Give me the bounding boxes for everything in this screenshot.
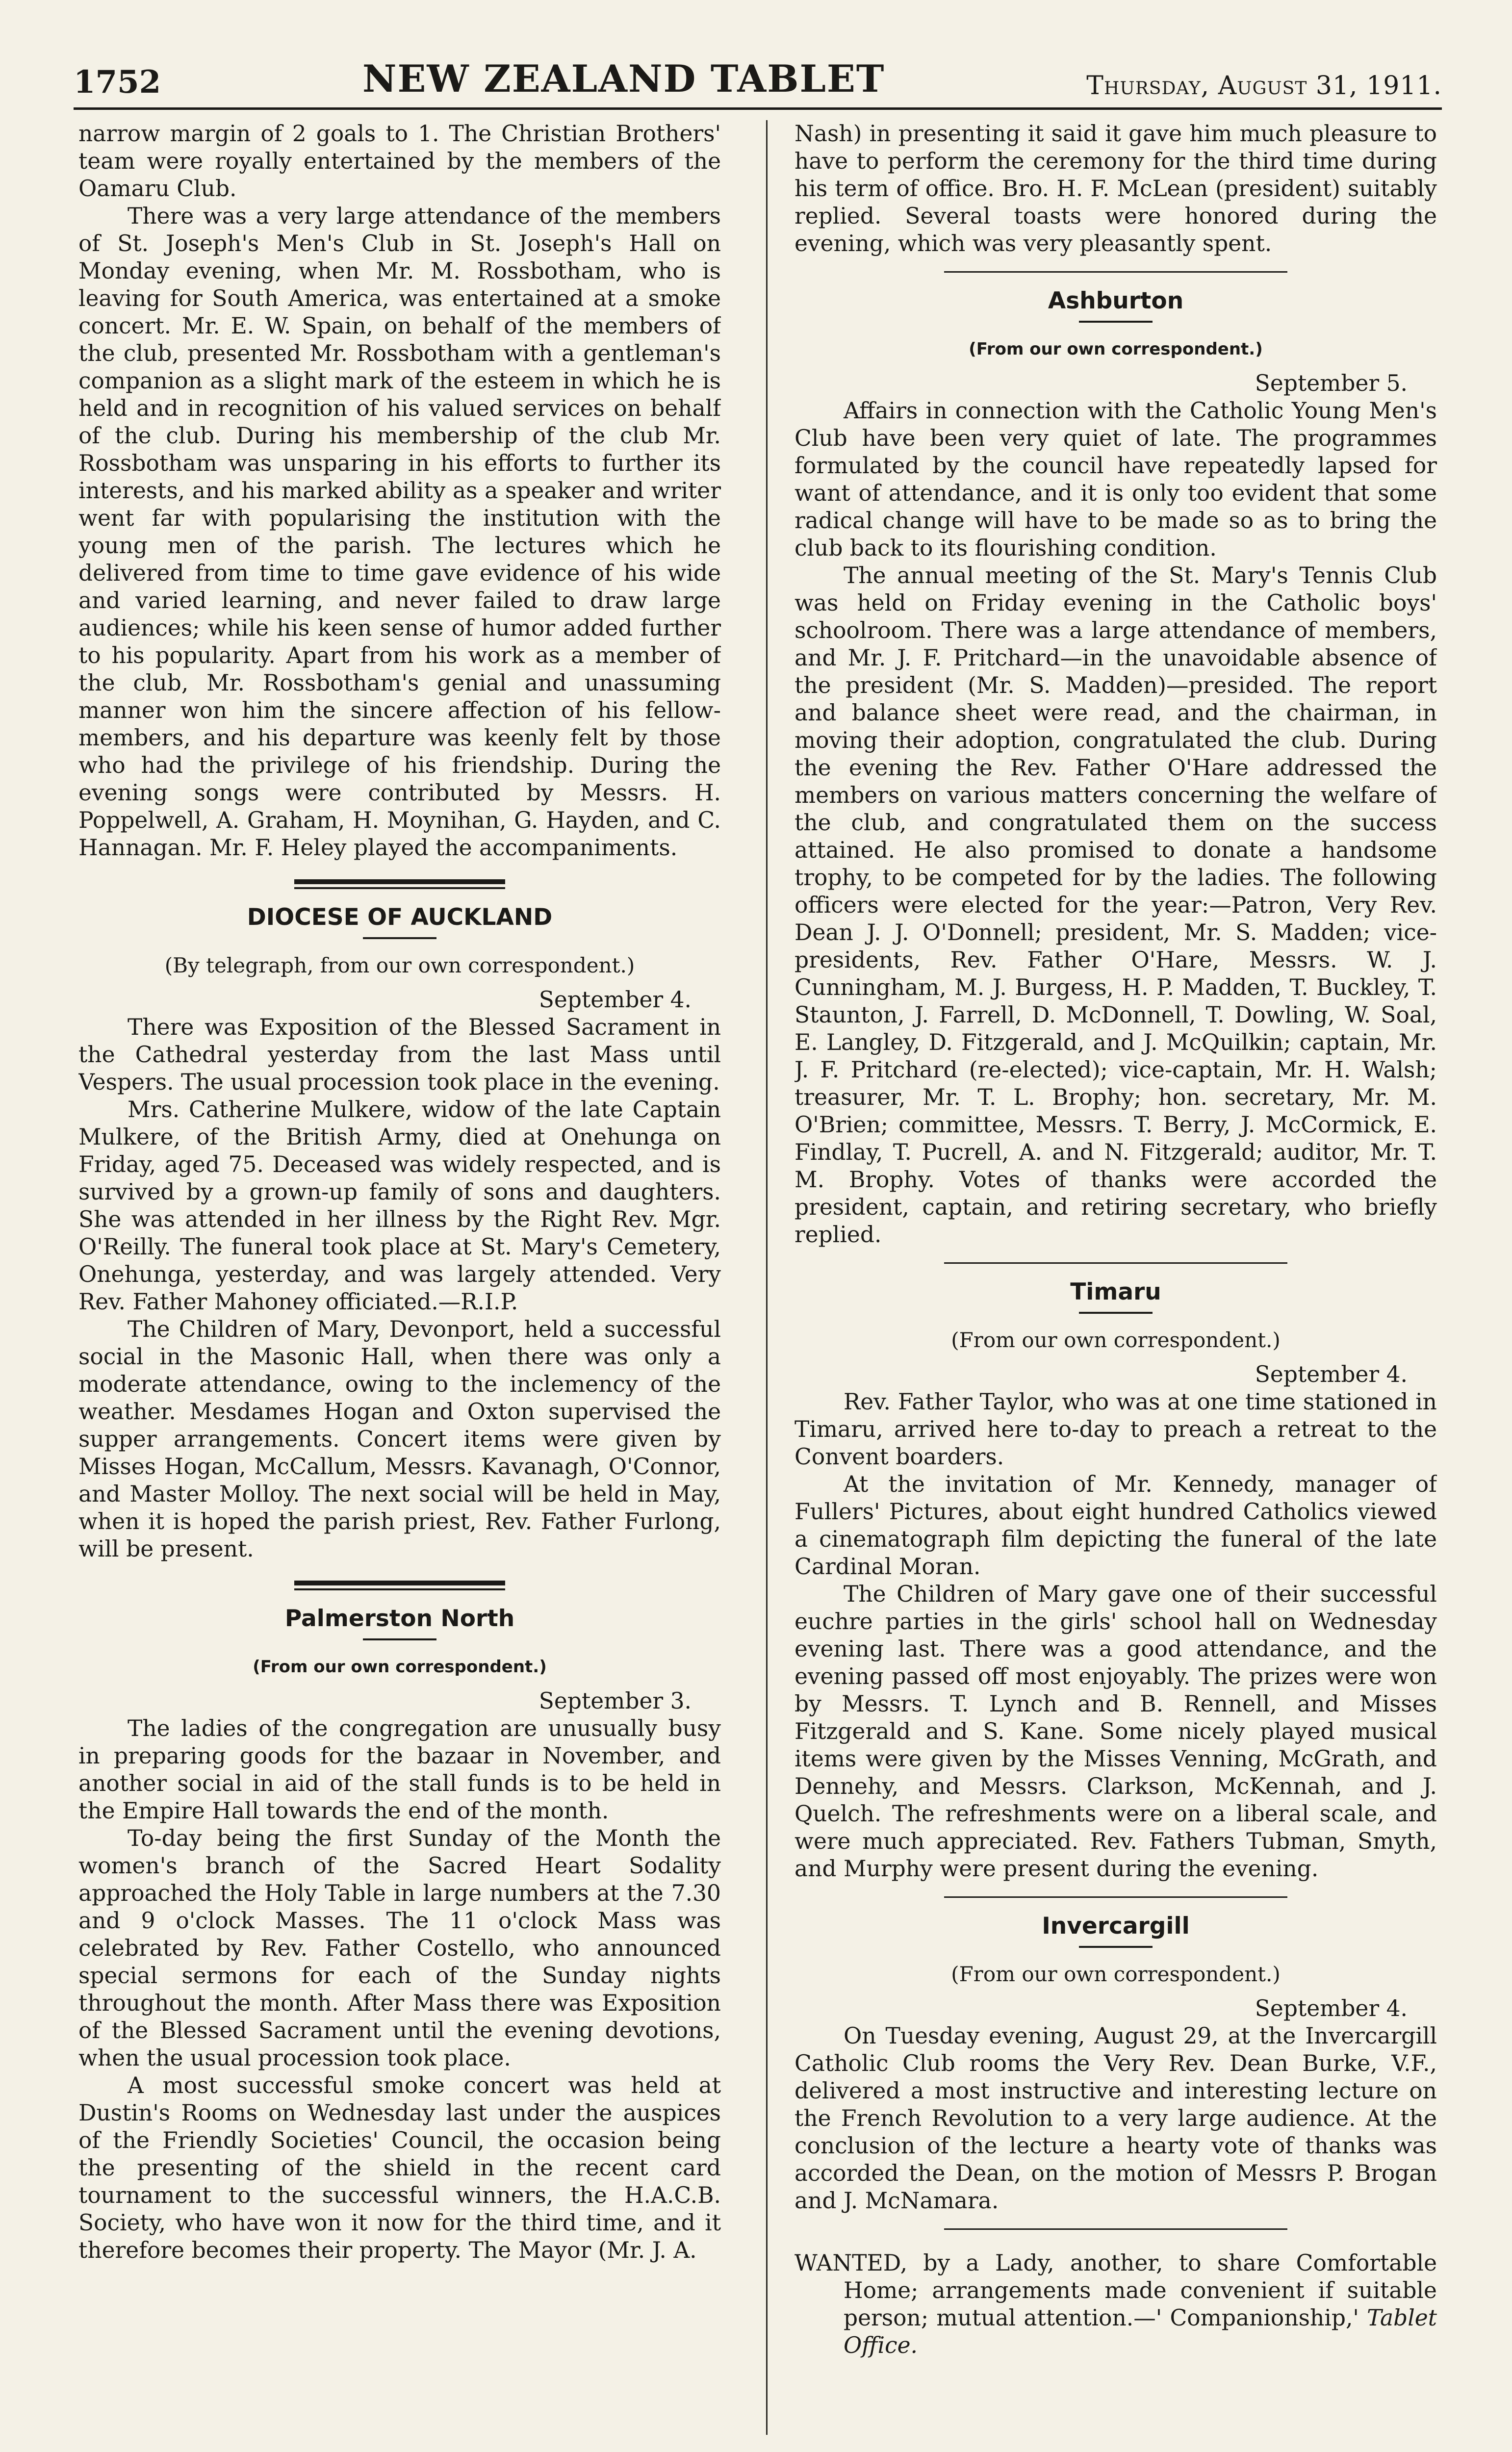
dateline: September 5. [1255, 370, 1408, 396]
section-title-auckland: DIOCESE OF AUCKLAND [247, 904, 553, 931]
title-underline [363, 1638, 436, 1640]
section-divider [294, 879, 505, 889]
section-title-invercargill: Invercargill [1042, 1913, 1190, 1940]
article-paragraph: There was a very large attendance of the members of St. Joseph's Men's Club in St. Joseph's Hall on Monday evening, when Mr. M. Rossbotham, who is leaving for South America, was entertained at a smoke concert. Mr. E. W. Spain, on behalf of the members of the club, presented Mr. Rossbotham with a gentleman's companion as a slight mark of the esteem in which he is held and in recognition of his valued services on behalf of the club. During his membership of the club Mr. Rossbotham was unsparing in his efforts to further its interests, and his marked ability as a speaker and writer went far with popularising the institution with the young men of the parish. The lectures which he delivered from time to time gave evidence of his wide and varied learning, and never failed to draw large audiences; while his keen sense of humor added further to his popularity. Apart from his work as a member of the club, Mr. Rossbotham's genial and unassuming manner won him the sincere affection of his fellow-members, and his departure was keenly felt by those who had the privilege of his friendship. During the evening songs were contributed by Messrs. H. Poppelwell, A. Graham, H. Moynihan, G. Hayden, and C. Hannagan. Mr. F. Heley played the accompaniments. [78, 203, 721, 861]
article-paragraph: The Children of Mary gave one of their successful euchre parties in the girls' school hall on Wednesday evening last. There was a good attendance, and the evening passed off most enjoyably. The prizes were won by Messrs. T. Lynch and B. Rennell, and Misses Fitzgerald and S. Kane. Some nicely played musical items were given by the Misses Venning, McGrath, and Dennehy, and Messrs. Clarkson, McKennah, and J. Quelch. The refreshments were on a liberal scale, and were much appreciated. Rev. Fathers Tubman, Smyth, and Murphy were present during the evening. [794, 1581, 1437, 1882]
issue-date: Thursday, August 31, 1911. [1086, 71, 1442, 101]
title-underline [1079, 1946, 1153, 1948]
correspondent-line: (By telegraph, from our own correspondent.) [164, 953, 635, 977]
article-paragraph: There was Exposition of the Blessed Sacrament in the Cathedral yesterday from the last Mass until Vespers. The usual procession took place in the evening. [78, 1014, 721, 1095]
section-divider [944, 271, 1287, 273]
page-number: 1752 [74, 64, 161, 101]
section-title-timaru: Timaru [1070, 1278, 1161, 1305]
article-paragraph: To-day being the first Sunday of the Month the women's branch of the Sacred Heart Sodality approached the Holy Table in large numbers at the 7.30 and 9 o'clock Masses. The 11 o'clock Mass was celebrated by Rev. Father Costello, who announced special sermons for each of the Sunday nights throughout the month. After Mass there was Exposition of the Blessed Sacrament until the evening devotions, when the usual procession took place. [78, 1825, 721, 2071]
article-paragraph: Affairs in connection with the Catholic Young Men's Club have been very quiet of late. The programmes formulated by the council have repeatedly lapsed for want of attendance, and it is only too evident that some radical change will have to be made so as to bring the club back to its flourishing condition. [794, 398, 1437, 561]
title-underline [1079, 321, 1153, 323]
dateline: September 3. [538, 1688, 692, 1714]
newspaper-title: NEW ZEALAND TABLET [362, 57, 885, 101]
article-paragraph: On Tuesday evening, August 29, at the Invercargill Catholic Club rooms the Very Rev. Dean Burke, V.F., delivered a most instructive and interesting lecture on the French Revolution to a very large audience. At the conclusion of the lecture a hearty vote of thanks was accorded the Dean, on the motion of Messrs P. Brogan and J. McNamara. [794, 2023, 1437, 2214]
dateline: September 4. [1255, 1995, 1408, 2021]
section-divider [944, 1896, 1287, 1898]
article-paragraph: The ladies of the congregation are unusually busy in preparing goods for the bazaar in November, and another social in aid of the stall funds is to be held in the Empire Hall towards the end of the month. [78, 1715, 721, 1824]
column-divider [766, 120, 768, 2435]
right-column [794, 120, 1437, 2435]
correspondent-line: (From our own correspondent.) [969, 339, 1263, 359]
article-paragraph: At the invitation of Mr. Kennedy, manager of Fullers' Pictures, about eight hundred Catholics viewed a cinematograph film depicting the funeral of the late Cardinal Moran. [794, 1471, 1437, 1580]
title-underline [1079, 1312, 1153, 1314]
article-paragraph: The Children of Mary, Devonport, held a successful social in the Masonic Hall, when there was only a moderate attendance, owing to the inclemency of the weather. Mesdames Hogan and Oxton supervised the supper arrangements. Concert items were given by Misses Hogan, McCallum, Messrs. Kavanagh, O'Connor, and Master Molloy. The next social will be held in May, when it is hoped the parish priest, Rev. Father Furlong, will be present. [78, 1316, 721, 1562]
correspondent-line: (From our own correspondent.) [951, 1328, 1281, 1352]
article-paragraph: The annual meeting of the St. Mary's Tennis Club was held on Friday evening in the Catholic boys' schoolroom. There was a large attendance of members, and Mr. J. F. Pritchard—in the unavoidable absence of the president (Mr. S. Madden)—presided. The report and balance sheet were read, and the chairman, in moving their adoption, congratulated the club. During the evening the Rev. Father O'Hare addressed the members on various matters concerning the welfare of the club, and congratulated them on the success attained. He also promised to donate a handsome trophy, to be competed for by the ladies. The following officers were elected for the year:—Patron, Very Rev. Dean J. J. O'Donnell; president, Mr. S. Madden; vice-presidents, Rev. Father O'Hare, Messrs. W. J. Cunningham, M. J. Burgess, H. P. Madden, T. Buckley, T. Staunton, J. Farrell, D. McDonnell, T. Dowling, W. Soal, E. Langley, D. Fitzgerald, and J. McQuilkin; captain, Mr. J. F. Pritchard (re-elected); vice-captain, Mr. H. Walsh; treasurer, Mr. T. L. Brophy; hon. secretary, Mr. M. O'Brien; committee, Messrs. T. Berry, J. McCormick, E. Findlay, T. Pucrell, A. and N. Fitzgerald; auditor, Mr. T. M. Brophy. Votes of thanks were accorded the president, captain, and retiring secretary, who briefly replied. [794, 562, 1437, 1248]
classified-ad [794, 2249, 1437, 2359]
section-title-ashburton: Ashburton [1048, 287, 1184, 314]
article-paragraph: narrow margin of 2 goals to 1. The Christian Brothers' team were royally entertained by the members of the Oamaru Club. [78, 121, 721, 202]
article-paragraph: Nash) in presenting it said it gave him much pleasure to have to perform the ceremony for the third time during his term of office. Bro. H. F. McLean (president) suitably replied. Several toasts were honored during the evening, which was very pleasantly spent. [794, 121, 1437, 256]
masthead [74, 47, 1442, 110]
section-divider [944, 2228, 1287, 2230]
left-column [78, 120, 721, 2435]
newspaper-page [74, 47, 1447, 2440]
classified-ad-text: WANTED, by a Lady, another, to share Comfortable Home; arrangements made convenient if suitable person; mutual attention.—' Companionship,' [794, 2250, 1437, 2331]
section-title-palmerston-north: Palmerston North [284, 1605, 515, 1632]
title-underline [363, 937, 436, 939]
article-paragraph: A most successful smoke concert was held at Dustin's Rooms on Wednesday last under the auspices of the Friendly Societies' Council, the occasion being the presenting of the shield in the recent card tournament to the successful winners, the H.A.C.B. Society, who have won it now for the third time, and it therefore becomes their property. The Mayor (Mr. J. A. [78, 2072, 721, 2263]
correspondent-line: (From our own correspondent.) [951, 1962, 1281, 1986]
article-paragraph: Mrs. Catherine Mulkere, widow of the late Captain Mulkere, of the British Army, died at Onehunga on Friday, aged 75. Deceased was widely respected, and is survived by a grown-up family of sons and daughters. She was attended in her illness by the Right Rev. Mgr. O'Reilly. The funeral took place at St. Mary's Cemetery, Onehunga, yesterday, and was largely attended. Very Rev. Father Mahoney officiated.—R.I.P. [78, 1097, 721, 1315]
section-divider [944, 1262, 1287, 1264]
section-divider [294, 1581, 505, 1590]
dateline: September 4. [538, 987, 692, 1013]
classified-ad-office: Tablet Office. [844, 2305, 1437, 2358]
correspondent-line: (From our own correspondent.) [253, 1657, 547, 1677]
article-paragraph: Rev. Father Taylor, who was at one time stationed in Timaru, arrived here to-day to preach a retreat to the Convent boarders. [794, 1389, 1437, 1470]
dateline: September 4. [1255, 1361, 1408, 1387]
